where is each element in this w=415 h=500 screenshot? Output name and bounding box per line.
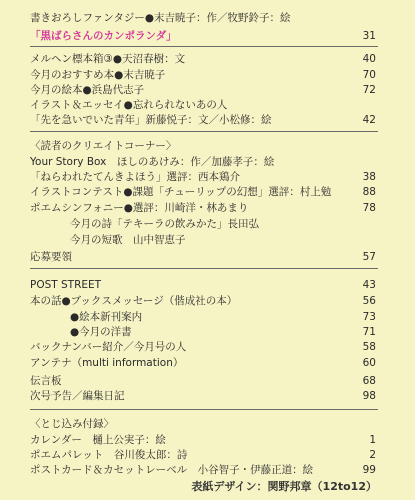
toc-entry[interactable] bbox=[70, 216, 376, 232]
toc-entry-page: 68 bbox=[362, 375, 376, 387]
toc-entry-page: 72 bbox=[362, 84, 376, 96]
toc-entry-text: 次号予告／編集日記 bbox=[30, 390, 125, 402]
toc-entry-text: 今月の短歌 山中智恵子 bbox=[70, 234, 186, 246]
toc-entry[interactable] bbox=[30, 355, 376, 371]
toc-entry-page: 60 bbox=[362, 357, 376, 369]
toc-entry[interactable] bbox=[30, 388, 376, 404]
toc-entry-page: 1 bbox=[369, 434, 376, 446]
toc-entry-page: 98 bbox=[362, 390, 376, 402]
toc-entry-page: 78 bbox=[362, 202, 376, 214]
toc-entry-page: 73 bbox=[362, 311, 376, 323]
toc-entry-page: 88 bbox=[362, 186, 376, 198]
cover-design-credit: 表紙デザイン：関野邦章（12to12） bbox=[191, 480, 377, 493]
toc-entry-text: 伝言板 bbox=[30, 375, 62, 387]
divider bbox=[30, 409, 378, 410]
section-heading bbox=[30, 416, 376, 432]
toc-entry[interactable] bbox=[30, 339, 376, 355]
toc-entry[interactable] bbox=[30, 154, 376, 170]
divider bbox=[30, 131, 378, 132]
toc-entry[interactable] bbox=[30, 432, 376, 448]
toc-entry-text: POST STREET bbox=[30, 279, 102, 291]
toc-entry-text: ポストカード＆カセットレーベル 小谷智子・伊藤正道：絵 bbox=[30, 464, 314, 476]
toc-entry[interactable] bbox=[30, 373, 376, 389]
toc-entry-fantasy-title[interactable] bbox=[30, 28, 376, 44]
toc-entry-text: ●絵本新刊案内 bbox=[70, 311, 143, 323]
toc-entry[interactable] bbox=[30, 184, 376, 200]
toc-entry[interactable] bbox=[30, 169, 376, 185]
toc-entry-page: 43 bbox=[362, 279, 376, 291]
toc-entry-text: 「黒ばらさんのカンポランダ」 bbox=[30, 30, 177, 42]
section-heading-text: 〈とじ込み付録〉 bbox=[30, 418, 114, 430]
toc-entry-page: 31 bbox=[362, 30, 376, 42]
section-heading-text: 〈読者のクリエイトコーナー〉 bbox=[30, 140, 177, 152]
toc-entry-text: メルヘン標本箱③●天沼春樹：文 bbox=[30, 53, 186, 65]
divider bbox=[30, 46, 378, 47]
toc-entry[interactable] bbox=[30, 82, 376, 98]
toc-entry-text: アンテナ（multi information） bbox=[30, 357, 184, 369]
toc-entry-page: 99 bbox=[362, 464, 376, 476]
toc-entry-text: Your Story Box ほしのあけみ：作／加藤孝子：絵 bbox=[30, 156, 275, 168]
toc-entry-text: 書きおろしファンタジー●末吉暁子：作／牧野鈴子：絵 bbox=[30, 12, 291, 24]
toc-entry[interactable] bbox=[30, 200, 376, 216]
toc-entry[interactable] bbox=[30, 97, 376, 113]
toc-entry-page: 58 bbox=[362, 341, 376, 353]
toc-entry-page: 56 bbox=[362, 295, 376, 307]
toc-entry-page: 71 bbox=[362, 326, 376, 338]
toc-entry-text: カレンダー 樋上公実子：絵 bbox=[30, 434, 166, 446]
toc-entry-text: 今月のおすすめ本●末吉暁子 bbox=[30, 69, 166, 81]
toc-entry[interactable] bbox=[30, 67, 376, 83]
toc-entry[interactable] bbox=[30, 112, 376, 128]
toc-entry-page: 57 bbox=[362, 251, 376, 263]
toc-entry-text: バックナンバー紹介／今月号の人 bbox=[30, 341, 187, 353]
toc-entry[interactable] bbox=[70, 232, 376, 248]
toc-entry-page: 38 bbox=[362, 171, 376, 183]
toc-entry-text: 「先を急いでいた青年」新藤悦子：文／小松修：絵 bbox=[30, 114, 272, 126]
toc-entry[interactable] bbox=[70, 309, 376, 325]
section-heading bbox=[30, 138, 376, 154]
toc-entry-text: ポエムパレット 谷川俊太郎：詩 bbox=[30, 449, 188, 461]
toc-entry-text: 「ねらわれたてんきよほう」選評：西本鶏介 bbox=[30, 171, 240, 183]
toc-entry[interactable] bbox=[30, 293, 376, 309]
toc-entry-page: 70 bbox=[362, 69, 376, 81]
toc-entry[interactable] bbox=[30, 249, 376, 265]
toc-entry-page: 42 bbox=[362, 114, 376, 126]
toc-entry-page: 2 bbox=[369, 449, 376, 461]
toc-entry-text: イラスト＆エッセイ●忘れられないあの人 bbox=[30, 99, 228, 111]
toc-entry-page: 40 bbox=[362, 53, 376, 65]
toc-entry[interactable] bbox=[30, 462, 376, 478]
toc-entry-text: イラストコンテスト●課題「チューリップの幻想」選評：村上勉 bbox=[30, 186, 332, 198]
toc-entry[interactable] bbox=[30, 277, 376, 293]
toc-entry-text: 本の話●ブックスメッセージ（偕成社の本） bbox=[30, 295, 238, 307]
toc-entry-text: ポエムシンフォニー●選評：川崎洋・林あまり bbox=[30, 202, 249, 214]
toc-entry[interactable] bbox=[30, 51, 376, 67]
toc-entry-fantasy-credit[interactable] bbox=[30, 10, 376, 26]
toc-entry-text: ●今月の洋書 bbox=[70, 326, 132, 338]
toc-entry[interactable] bbox=[30, 447, 376, 463]
toc-entry-text: 応募要領 bbox=[30, 251, 72, 263]
divider bbox=[30, 268, 378, 269]
toc-entry-text: 今月の詩「テキーラの飲みかた」長田弘 bbox=[70, 218, 259, 230]
toc-entry-text: 今月の絵本●浜島代志子 bbox=[30, 84, 145, 96]
toc-entry[interactable] bbox=[70, 324, 376, 340]
